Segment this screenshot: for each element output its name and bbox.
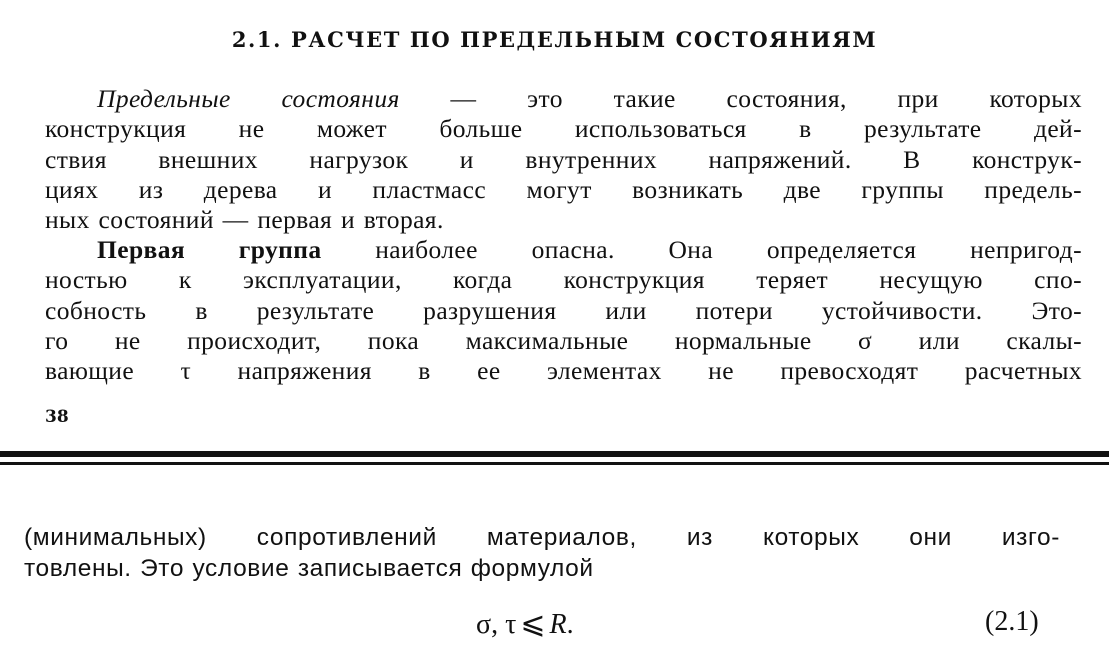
text-line: циях из дерева и пластмасс могут возникать две группы предель- (45, 174, 1082, 204)
section-heading: 2.1. РАСЧЕТ ПО ПРЕДЕЛЬНЫМ СОСТОЯНИЯМ (231, 27, 878, 52)
formula (476, 606, 574, 641)
text-run: наиболее опасна. Она определяется непригод- (321, 235, 1082, 264)
text-run: — это такие состояния, при которых (399, 84, 1082, 113)
text-line: (минимальных) сопротивлений материалов, из которых они изго- (24, 524, 1060, 551)
text-line: ных состояний — первая и вторая. (45, 205, 444, 235)
formula-relation: ⩽ (520, 607, 546, 640)
italic-term: Предельные состояния (97, 84, 400, 113)
text-line (45, 235, 1082, 265)
page-divider-thin (0, 462, 1109, 465)
formula-rhs: R (549, 609, 567, 640)
paragraph-first-group (45, 235, 1082, 386)
page-divider-thick (0, 451, 1109, 457)
text-line: ностью к эксплуатации, когда конструкция теряет несущую спо- (45, 265, 1082, 295)
text-line (45, 84, 1082, 114)
text-line: вающие τ напряжения в ее элементах не превосходят расчетных (45, 356, 1082, 386)
paragraph-continuation (24, 522, 1060, 584)
paragraph-limit-states (45, 84, 1082, 235)
text-line: го не происходит, пока максимальные нормальные σ или скалы- (45, 325, 1082, 355)
text-line: ствия внешних нагрузок и внутренних напряжений. В конструк- (45, 144, 1082, 174)
formula-end: . (566, 609, 574, 640)
bold-term: Первая группа (97, 235, 322, 264)
text-line: товлены. Это условие записывается формулой (24, 555, 594, 582)
equation-number: (2.1) (985, 606, 1039, 637)
formula-lhs: σ, τ (476, 609, 517, 640)
text-line: собность в результате разрушения или потери устойчивости. Это- (45, 295, 1082, 325)
page-number: 38 (45, 407, 69, 427)
text-line: конструкция не может больше использоваться в результате дей- (45, 114, 1082, 144)
